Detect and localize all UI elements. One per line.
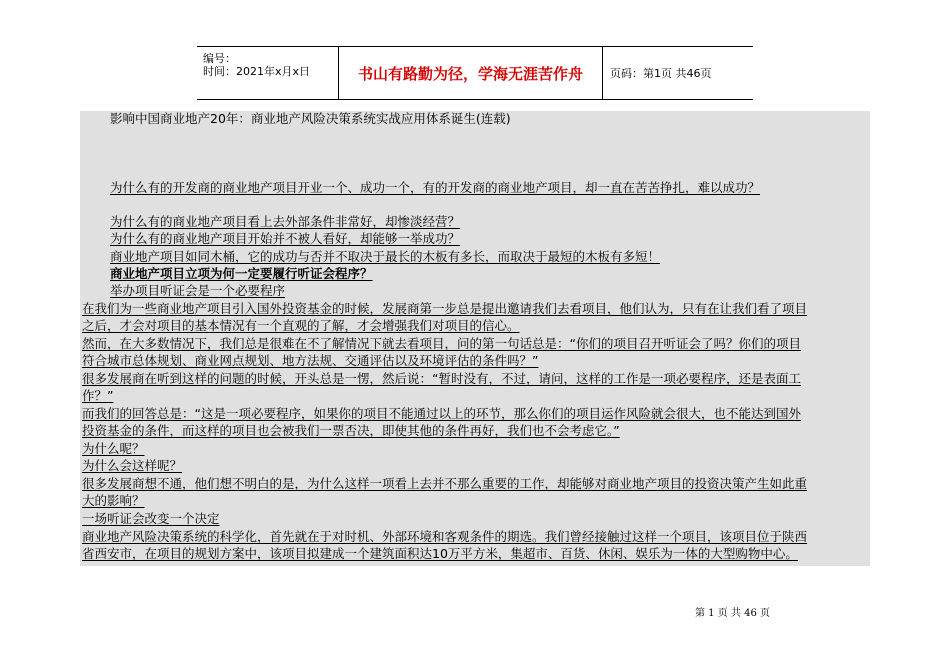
question-3: 商业地产项目如同木桶，它的成功与否并不取决于最长的木板有多长，而取决于最短的木板有多短！ (110, 249, 661, 264)
page-footer: 第 1 页 共 46 页 (695, 608, 770, 619)
paragraph-7-line-2: 大的影响？ (82, 493, 145, 508)
paragraph-7-line-1: 很多发展商想不通，他们想不明白的是，为什么这样一项看上去并不那么重要的工作，却能够对商业地产项目的投资决策产生如此重 (82, 476, 808, 491)
paragraph-6: 为什么会这样呢？ (82, 458, 183, 473)
paragraph-8-line-2: 省西安市，在项目的规划方案中，该项目拟建成一个建筑面积达10万平方米，集超市、百货、休闲、娱乐为一体的大型购物中心。 (82, 546, 798, 561)
paragraph-4-line-1: 而我们的回答总是：“这是一项必要程序，如果你的项目不能通过以上的环节，那么你们的项目运作风险就会很大，也不能达到国外 (82, 406, 801, 421)
document-body (80, 111, 870, 566)
article-title: 影响中国商业地产20年：商业地产风险决策系统实战应用体系诞生(连载) (110, 111, 511, 126)
paragraph-8-line-1: 商业地产风险决策系统的科学化，首先就在于对时机、外部环境和客观条件的期选。我们曾经接触过这样一个项目，该项目位于陕西 (82, 529, 808, 544)
header-meta-cell (197, 47, 339, 99)
motto: 书山有路勤为径，学海无涯苦作舟 (339, 47, 603, 99)
header-table (197, 46, 753, 100)
paragraph-3-line-2: 作？” (82, 388, 114, 403)
page-label: 页码：第1页 共46页 (610, 67, 712, 80)
subheading-2: 一场听证会改变一个决定 (82, 511, 220, 526)
paragraph-2-line-2: 符合城市总体规划、商业网点规划、地方法规、交通评估以及环境评估的条件吗？” (82, 353, 539, 368)
time-label: 时间：2021年x月x日 (203, 65, 311, 78)
section-heading: 商业地产项目立项为何一定要履行听证会程序？ (110, 266, 373, 281)
question-2: 为什么有的商业地产项目开始并不被人看好，却能够一举成功？ (110, 231, 461, 246)
paragraph-2-line-1: 然而，在大多数情况下，我们总是很难在不了解情况下就去看项目，问的第一句话总是：“你们的项目召开听证会了吗？你们的项目 (82, 336, 801, 351)
subheading-1: 举办项目听证会是一个必要程序 (110, 283, 286, 298)
paragraph-5: 为什么呢？ (82, 441, 145, 456)
paragraph-4-line-2: 投资基金的条件，而这样的项目也会被我们一票否决，即使其他的条件再好，我们也不会考虑它。” (82, 423, 620, 438)
paragraph-1-line-1: 在我们为一些商业地产项目引入国外投资基金的时候，发展商第一步总是提出邀请我们去看项目，他们认为，只有在让我们看了项目 (82, 301, 808, 316)
paragraph-1-line-2: 之后，才会对项目的基本情况有一个直观的了解，才会增强我们对项目的信心。 (82, 318, 520, 333)
number-label: 编号： (203, 52, 236, 65)
main-question: 为什么有的开发商的商业地产项目开业一个、成功一个，有的开发商的商业地产项目，却一直在苦苦挣扎，难以成功？ (110, 180, 761, 195)
question-1: 为什么有的商业地产项目看上去外部条件非常好，却惨淡经营？ (110, 214, 461, 229)
paragraph-3-line-1: 很多发展商在听到这样的问题的时候，开头总是一愣，然后说：“暂时没有，不过，请问，这样的工作是一项必要程序，还是表面工 (82, 371, 801, 386)
